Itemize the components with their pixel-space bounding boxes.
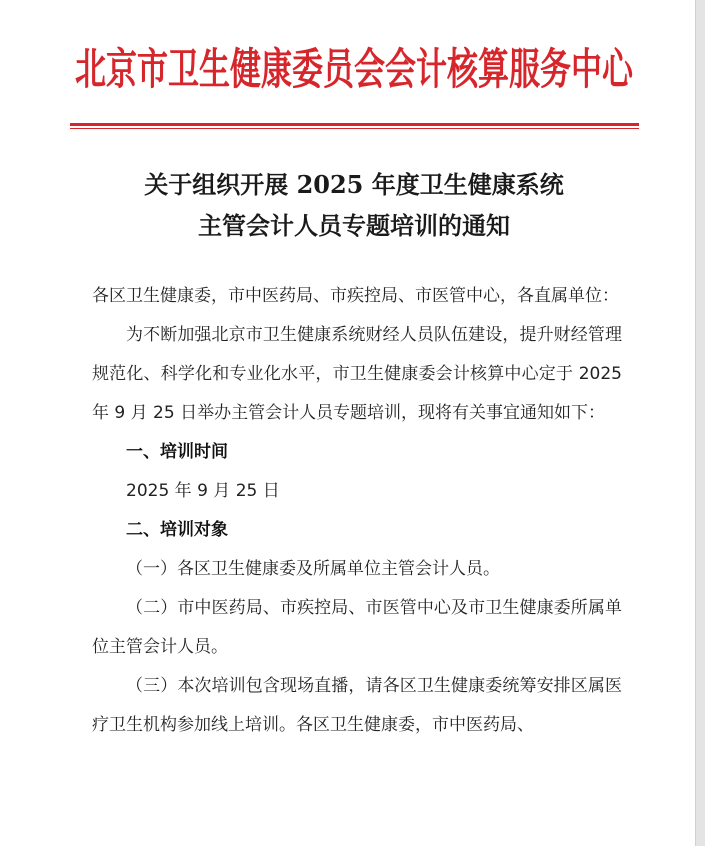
section-heading-training-targets: 二、培训对象 bbox=[126, 520, 228, 540]
target-item-1: （一）各区卫生健康委及所属单位主管会计人员。 bbox=[126, 559, 500, 579]
document-body bbox=[92, 277, 622, 745]
letterhead-divider-thick bbox=[70, 123, 639, 126]
training-date: 2025 年 9 月 25 日 bbox=[126, 481, 280, 501]
document-title-line-2: 主管会计人员专题培训的通知 bbox=[198, 211, 510, 240]
target-item-3: （三）本次培训包含现场直播，请各区卫生健康委统筹安排区属医疗卫生机构参加线上培训。各区卫生健康委，市中医药局、 bbox=[92, 676, 622, 735]
target-item-2: （二）市中医药局、市疾控局、市医管中心及市卫生健康委所属单位主管会计人员。 bbox=[92, 598, 622, 657]
letterhead-divider-thin bbox=[70, 128, 639, 129]
viewer-scroll-edge bbox=[695, 0, 705, 846]
section-heading-training-time: 一、培训时间 bbox=[126, 442, 228, 462]
organization-letterhead: 北京市卫生健康委员会会计核算服务中心 bbox=[75, 44, 633, 96]
intro-paragraph: 为不断加强北京市卫生健康系统财经人员队伍建设，提升财经管理规范化、科学化和专业化水平，市卫生健康委会计核算中心定于 2025 年 9 月 25 日举办主管会计人员专题培训，现将有关事宜通知如下： bbox=[92, 325, 622, 423]
addressee: 各区卫生健康委，市中医药局、市疾控局、市医管中心，各直属单位： bbox=[92, 286, 619, 306]
document-title-line-1: 关于组织开展 2025 年度卫生健康系统 bbox=[144, 170, 564, 199]
